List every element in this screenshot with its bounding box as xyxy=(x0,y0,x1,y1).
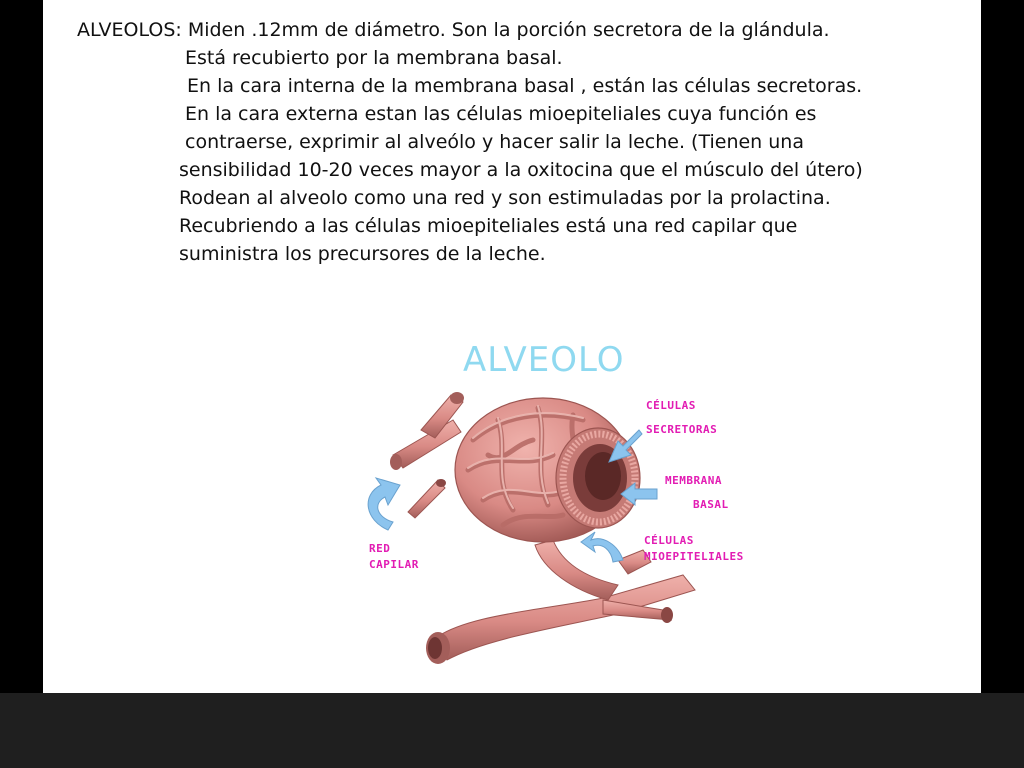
slide xyxy=(43,0,981,693)
label-red-capilar: RED xyxy=(369,542,391,555)
text-line: Recubriendo a las células mioepiteliales está una red capilar que xyxy=(179,215,798,237)
capillary-tubes xyxy=(390,392,464,518)
text-line: En la cara externa estan las células mioepiteliales cuya función es xyxy=(185,103,817,125)
text-line: sensibilidad 10-20 veces mayor a la oxitocina que el músculo del útero) xyxy=(179,159,863,181)
text-line: ALVEOLOS: Miden .12mm de diámetro. Son la porción secretora de la glándula. xyxy=(77,19,830,41)
diagram-title: ALVEOLO xyxy=(463,340,625,380)
text-line: suministra los precursores de la leche. xyxy=(179,243,546,265)
text-line: En la cara interna de la membrana basal , están las células secretoras. xyxy=(187,75,863,97)
label-membrana-basal: MEMBRANA xyxy=(665,474,722,487)
text-line: contraerse, exprimir al alveólo y hacer salir la leche. (Tienen una xyxy=(185,131,804,153)
text-line: Está recubierto por la membrana basal. xyxy=(185,47,563,69)
label-membrana-basal: BASAL xyxy=(693,498,729,511)
label-celulas-mioepiteliales: CÉLULAS xyxy=(644,534,694,547)
label-red-capilar: CAPILAR xyxy=(369,558,419,571)
bottom-bar xyxy=(0,693,1024,768)
label-celulas-secretoras: CÉLULAS xyxy=(646,399,696,412)
label-celulas-mioepiteliales: MIOEPITELIALES xyxy=(644,550,744,563)
text-line: Rodean al alveolo como una red y son estimuladas por la prolactina. xyxy=(179,187,831,209)
alveolus-illustration xyxy=(43,0,981,693)
label-celulas-secretoras: SECRETORAS xyxy=(646,423,718,436)
